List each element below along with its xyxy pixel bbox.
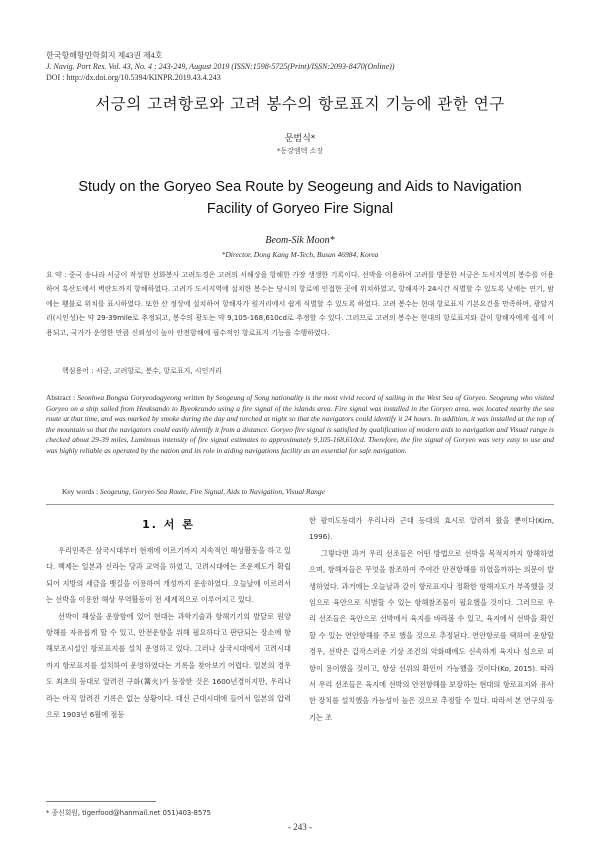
abstract-en-label: Abstract : [46,393,78,402]
author-en: Beom-Sik Moon* [265,235,335,246]
body-paragraph: 그렇다면 과거 우리 선조들은 어떤 방법으로 선박을 목적지까지 항해하였으며, 항해자들은 무엇을 참조하여 주야간 안전항해를 하였을까하는 의문이 발생하였다. 과거에는 오늘날과 같이 항로표지나 정확한 항해지도가 부족했을 것임으로 육안으로 식별할 수 있는 항해참조물이 필요했을 것이다. 그러므로 우리 선조들은 육안으로 선박에서 육지를 바라볼 수 있고, 육지에서 선박을 확인할 수 있는 연안항해를 주로 했을 것으로 추정된다. 연안항로를 택하여 운항할 경우, 선박은 갑작스러운 기상 조건의 악화때에도 신속하게 육지나 섬으로 피항이 용이했을 것이고, 항상 선위의 확인이 가능했을 것이다(Ko, 2015). 따라서 우리 선조들은 육지에 선박의 안전항해를 보장하는 현대의 항로표지와 유사한 장치를 설치했을 가능성이 높은 것으로 추정할 수 있다. 따라서 본 연구의 동기는 조 [309,548,554,722]
body-paragraph: 우리민족은 삼국시대부터 현재에 이르기까지 지속적인 해상활동을 하고 있다. 백제는 일본과 신라는 당과 교역을 하였고, 고려시대에는 조운제도가 확립되어 지방의 세금을 뱃길을 이용하여 개성까지 운송하였다. 오늘날에 이르러서는 선박을 이용한 해상 무역활동이 전 세계적으로 이루어지고 있다. [46,546,291,605]
body-paragraph: 선박이 해상을 운항함에 있어 현대는 과학기술과 항해기기의 발달로 원양항해를 자유롭게 할 수 있고, 안전운항을 위해 필요하다고 판단되는 장소에 항해보조시설인 항로표지를 설치 운영하고 있다. 그러나 삼국시대에서 고려시대까지 항로표지를 설치하여 운영하였다는 기록을 찾아보기 어렵다. 일본의 경우도 최초의 등대로 알려진 구화(篝火)가 등장한 것은 1600년경이지만, 우리나라는 아직 알려진 기록은 없는 상황이다. 대신 근대시대에 들어서 일본의 압력으로 1903년 6월에 점등 [46,611,291,720]
journal-header [46,50,394,83]
author-ko: 문범식* [284,134,316,144]
abstract-ko: 요 약 : 중국 송나라 서긍이 작성한 선화봉사 고려도경은 고려의 서해상을 항해한 가장 생생한 기록이다. 선박을 이용하여 고려를 방문한 서긍은 도서지역의 봉수를 이용하여 흑산도에서 벽란도까지 항해하였다. 고려가 도서지역에 설치한 봉수는 당시의 항로에 인접한 곳에 위치하였고, 항해자가 24시간 식별할 수 있도록 낮에는 연기, 밤에는 횃불로 위치를 표시하였다. 또한 산 정상에 설치하여 항해자가 원거리에서 쉽게 식별할 수 있도록 하였다. 고려 봉수는 현대 항로표지 기본요건을 만족하며, 광달거리(시인성)는 약 29-39mile로 추정되고, 봉수의 광도는 약 9,105-168,610cd로 추정할 수 있다. 그러므로 고려의 봉수는 현대의 항로표지와 같이 항해자에게 쉽게 이용되고, 국가가 운영한 만큼 신뢰성이 높아 안전항해에 필수적인 항로표지 기능을 수행하였다. [46,271,554,337]
paper-title-en: Study on the Goryeo Sea Route by Seogeung and Aids to Navigation Facility of Goryeo Fire Signal [78,179,522,217]
affiliation-ko: *동강엠텍 소장 [276,147,324,155]
affiliation-en: *Director, Dong Kang M-Tech, Busan 46984, Korea [221,250,379,259]
keywords-en-label: Key words : [62,487,100,496]
journal-name-ko: 한국항해항만학회지 제43권 제4호 [46,51,163,60]
body-column-left [46,543,291,723]
body-column-right [309,513,554,726]
section-title: 1. 서 론 [142,518,195,531]
keywords-en-text: Seogeung, Goryeo Sea Route, Fire Signal, Aids to Navigation, Visual Range [99,487,325,496]
paper-title-ko: 서긍의 고려항로와 고려 봉수의 항로표지 기능에 관한 연구 [95,95,505,113]
keywords-ko: 핵심용어 : 서긍, 고려항로, 봉수, 항로표지, 시인거리 [62,367,222,375]
journal-citation: J. Navig. Port Res. Vol. 43, No. 4 : 243-249, August 2019 (ISSN:1598-5725(Print)/ISSN:2093-8470(Online)) [46,62,395,71]
body-paragraph: 한 팔미도등대가 우리나라 근대 등대의 효시로 알려져 왔을 뿐이다(Kim, 1996). [309,516,554,542]
abstract-en [46,393,554,456]
doi-link[interactable]: DOI : http://dx.doi.org/10.5394/KINPR.2019.43.4.243 [46,73,221,82]
keywords-en [62,487,325,496]
section-divider [46,504,554,505]
footnote: * 종신회원, tigerfood@hanmail.net 051)403-8575 [46,809,211,817]
page-number: - 243 - [288,822,312,832]
footnote-divider [46,801,156,802]
abstract-en-text: Seonhwa Bongsa Goryeodogyeong written by Seogeung of Song nationality is the most vivid record of sailing in the West Sea of Goryeo. Seogeung who visited Goryeo on a ship sailed from Heuksando to Byeokrando using a fire signal of the islands area. Fire signal was installed in the Goryeo area, was located nearby the sea route at that time, and was marked by smoke during the day and torched at night so that the navigators could identify it 24 hours. In addition, it was installed at the top of the mountain so that the navigators could easily identify it from a distance. Goryeo fire signal is satisfied by qualification of modern aids to navigation and Visual range is checked about 29-39 miles, Luminous intensity of fire signal estimates to approximately 9,105-168,610cd. Therefore, the fire signal of Goryeo was very easy to use and was highly reliable as operated by the nation and its role in aiding navigations facility as an essential for safe navigation. [46,393,554,455]
